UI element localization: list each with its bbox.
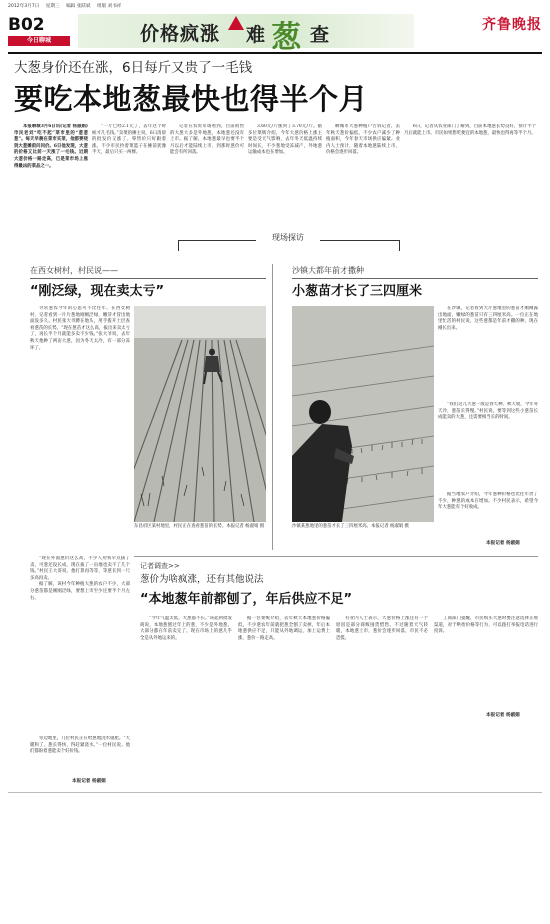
bottom-story-kicker: 记者调查>> [140, 562, 180, 570]
lead-column-5: 聊城市大葱种植户告诉记者，去年秋天葱价偏低，不少农户减少了种植面积，今年春天市场供应偏紧。业内人士预计，随着本地葱陆续上市，价格会逐步回落。 [326, 124, 400, 156]
designer-credit: 组版 刘书祥 [96, 4, 122, 9]
right-story-text-c: 据当地农户介绍，今年葱种价格也比往年贵了不少，种葱的成本在增加。不少村民表示，希望今年大葱能有个好收成。 [438, 492, 538, 511]
lead-column-3: 记者在农贸市场看到，目前销售的大葱大多是外地葱，本地葱还没有上市。据了解，本地葱最早也要半个月以后才能陆续上市，到那时葱价可能会有所回落。 [170, 124, 244, 156]
section-tab: 今日聊城 [8, 36, 70, 46]
farmer-in-field-image [134, 306, 266, 522]
bottom-story-subkicker: 葱价为啥疯涨，还有其他说法 [140, 574, 264, 585]
left-story-headline: “刚泛绿，现在卖太亏” [30, 284, 165, 299]
left-story-kicker: 在西女树村，村民说—— [30, 266, 118, 275]
left-story-text-a: 寻常葱农今年的心思可不比往年。在西女树村，记者看到一片片葱地刚刚泛绿，嫩芽才冒出地面没多久。村民张大爷蹲在地头，用手拨开土层查看葱苗的长势。“现在葱苗才这么高，拔出来卖太亏了，再长半个月就能多卖不少钱。”张大爷说，去年秋天他种了两亩大葱，因为冬天太冷，有一部分冻坏了。 [30, 306, 130, 351]
lead-headline: 要吃本地葱最快也得半个月 [14, 82, 369, 116]
bottom-story-rule [134, 556, 538, 557]
right-story-kicker: 沙镇大都年前才撒种 [292, 266, 364, 275]
right-story-byline: 本报记者 杨淑娟 [486, 541, 520, 546]
banner-text-right: 查 [310, 24, 330, 46]
page-banner [78, 14, 414, 55]
field-photo-right [292, 306, 434, 522]
left-kicker-rule [30, 278, 266, 279]
right-photo-caption: 沙镇某葱地里的葱苗才长了三四厘米高。本报记者 杨淑娟 摄 [292, 524, 409, 529]
bottom-story-col-2: 据一位菜贩介绍，去年秋天本地葱价格偏低，不少葱农年前就把葱全刨了卖掉，年后本地葱供应不足，只能从外地调运，加上运费上涨，葱价一路走高。 [238, 616, 330, 641]
lead-column-6: 6日，记者从农业部门了解到，目前本地葱长势良好，预计半个月后就能上市。市民如果想吃便宜的本地葱，最快也得再等半个月。 [404, 124, 536, 136]
left-photo-caption: 东昌府区某村地里，村民正在查看葱苗的长势。本报记者 杨淑娟 摄 [134, 524, 265, 529]
lead-column-4: 3.60元/斤涨到了3.70元/斤。据多位菜贩介绍，今年大葱价格上涨主要是受天气影响，去年冬天低温持续时间长，不少葱地受冻减产，外地葱运输成本也在增加。 [248, 124, 322, 156]
left-story-text-b: “现在外面葱价这么高，不少人劝我早点拔了卖，可葱还没长成，现在拔了一亩地也卖不了几个钱。”村民王大哥说，他打算再等等，等葱长到一尺多高再卖。 据了解，该村今年种植大葱的农户不少，大部分葱苗都是刚刚泛绿，要想上市至少还要半个月左右。 [30, 556, 130, 601]
masthead-rule [8, 52, 542, 54]
bottom-story-headline: “本地葱年前都刨了，年后供应不足” [140, 592, 353, 607]
page-number: B02 [8, 15, 45, 35]
right-kicker-rule [292, 278, 538, 279]
bottom-story-byline: 本报记者 杨淑娟 [486, 713, 520, 718]
lead-column-2: “一斤已经2.1元了，去年这个时候才几毛钱。”卖菜的摊主说，6日清晨的批发价又涨了，零售价只好跟着涨。不少市民拎着菜篮子在摊前犹豫半天，最后只买一两棵。 [92, 124, 166, 156]
lead-column-1: 本报聊城3月6日讯(记者 杨淑娟) 市民老刘“吃不起”菜市里的“葱葱葱”。每天早晨在菜市买菜，他都要绕到大葱摊前问问价。6日他发现，大葱的价格又比前一天涨了一毛钱。近期大葱价格一路走高，已是菜市场上涨得最凶的菜品之一。 [14, 124, 88, 169]
banner-text-big: 葱 [271, 20, 301, 55]
publish-date: 2012年3月7日 [8, 4, 40, 9]
left-story-text-d: 旁边地里，几位村民正在给葱地浇水施肥。“天暖和了，葱长得快，得赶紧浇水。”一位村民说。他们都盼着葱能卖个好价钱。 [30, 736, 130, 755]
right-story-text-a: 在沙镇，记者看到大片葱地里的葱苗才刚刚露出地面，嫩绿的葱苗只有三四厘米高。一位正在地里忙活的村民说，这些葱都是年前才撒的种，现在刚长出来。 [438, 306, 538, 331]
weekday: 星期三 [45, 4, 60, 9]
right-story-headline: 小葱苗才长了三四厘米 [292, 284, 423, 299]
editor-credit: 编辑 张跃斌 [66, 4, 91, 9]
bottom-story-col-1: “今年气温太低，大葱都不长。”该起初批发商说，本地葱刨过年上的葱，不少是外地葱，大部分都在年前卖完了。现在市场上的葱几乎全是从外地运来的。 [140, 616, 232, 641]
section-banner-label: 现场探访 [256, 232, 320, 244]
up-arrow-icon [228, 16, 244, 30]
banner-text-left: 价格疯涨 [140, 23, 221, 45]
right-story-text-b: “我们这儿大葱一般是春天种，秋天收，今年冬天冷，葱苗长得慢。”村民说，要等到这些小葱苗长成能卖的大葱，还需要相当长的时间。 [438, 402, 538, 421]
field-photo-left [134, 306, 266, 522]
story-divider [272, 264, 273, 550]
date-line [8, 4, 121, 10]
bottom-story-col-4: 工商部门提醒，市民购买大葱时要注意选择正规渠道，对于哄抬价格等行为，可以拨打举报电话进行投诉。 [434, 616, 538, 635]
left-story-byline: 本报记者 杨淑娟 [72, 779, 106, 784]
banner-text-mid: 难 [246, 24, 266, 46]
brand-logo: 齐鲁晚报 [482, 17, 542, 33]
seedlings-image [292, 306, 434, 522]
page-bottom-rule [8, 792, 542, 793]
lead-kicker: 大葱身价还在涨，6日每斤又贵了一毛钱 [14, 60, 253, 76]
bottom-story-col-3: 有业内人士表示，大葱价格上涨还有一个原因是部分商贩囤货惜售。不过随着天气转暖，本地葱上市，葱价会逐步回落，市民不必恐慌。 [336, 616, 428, 641]
